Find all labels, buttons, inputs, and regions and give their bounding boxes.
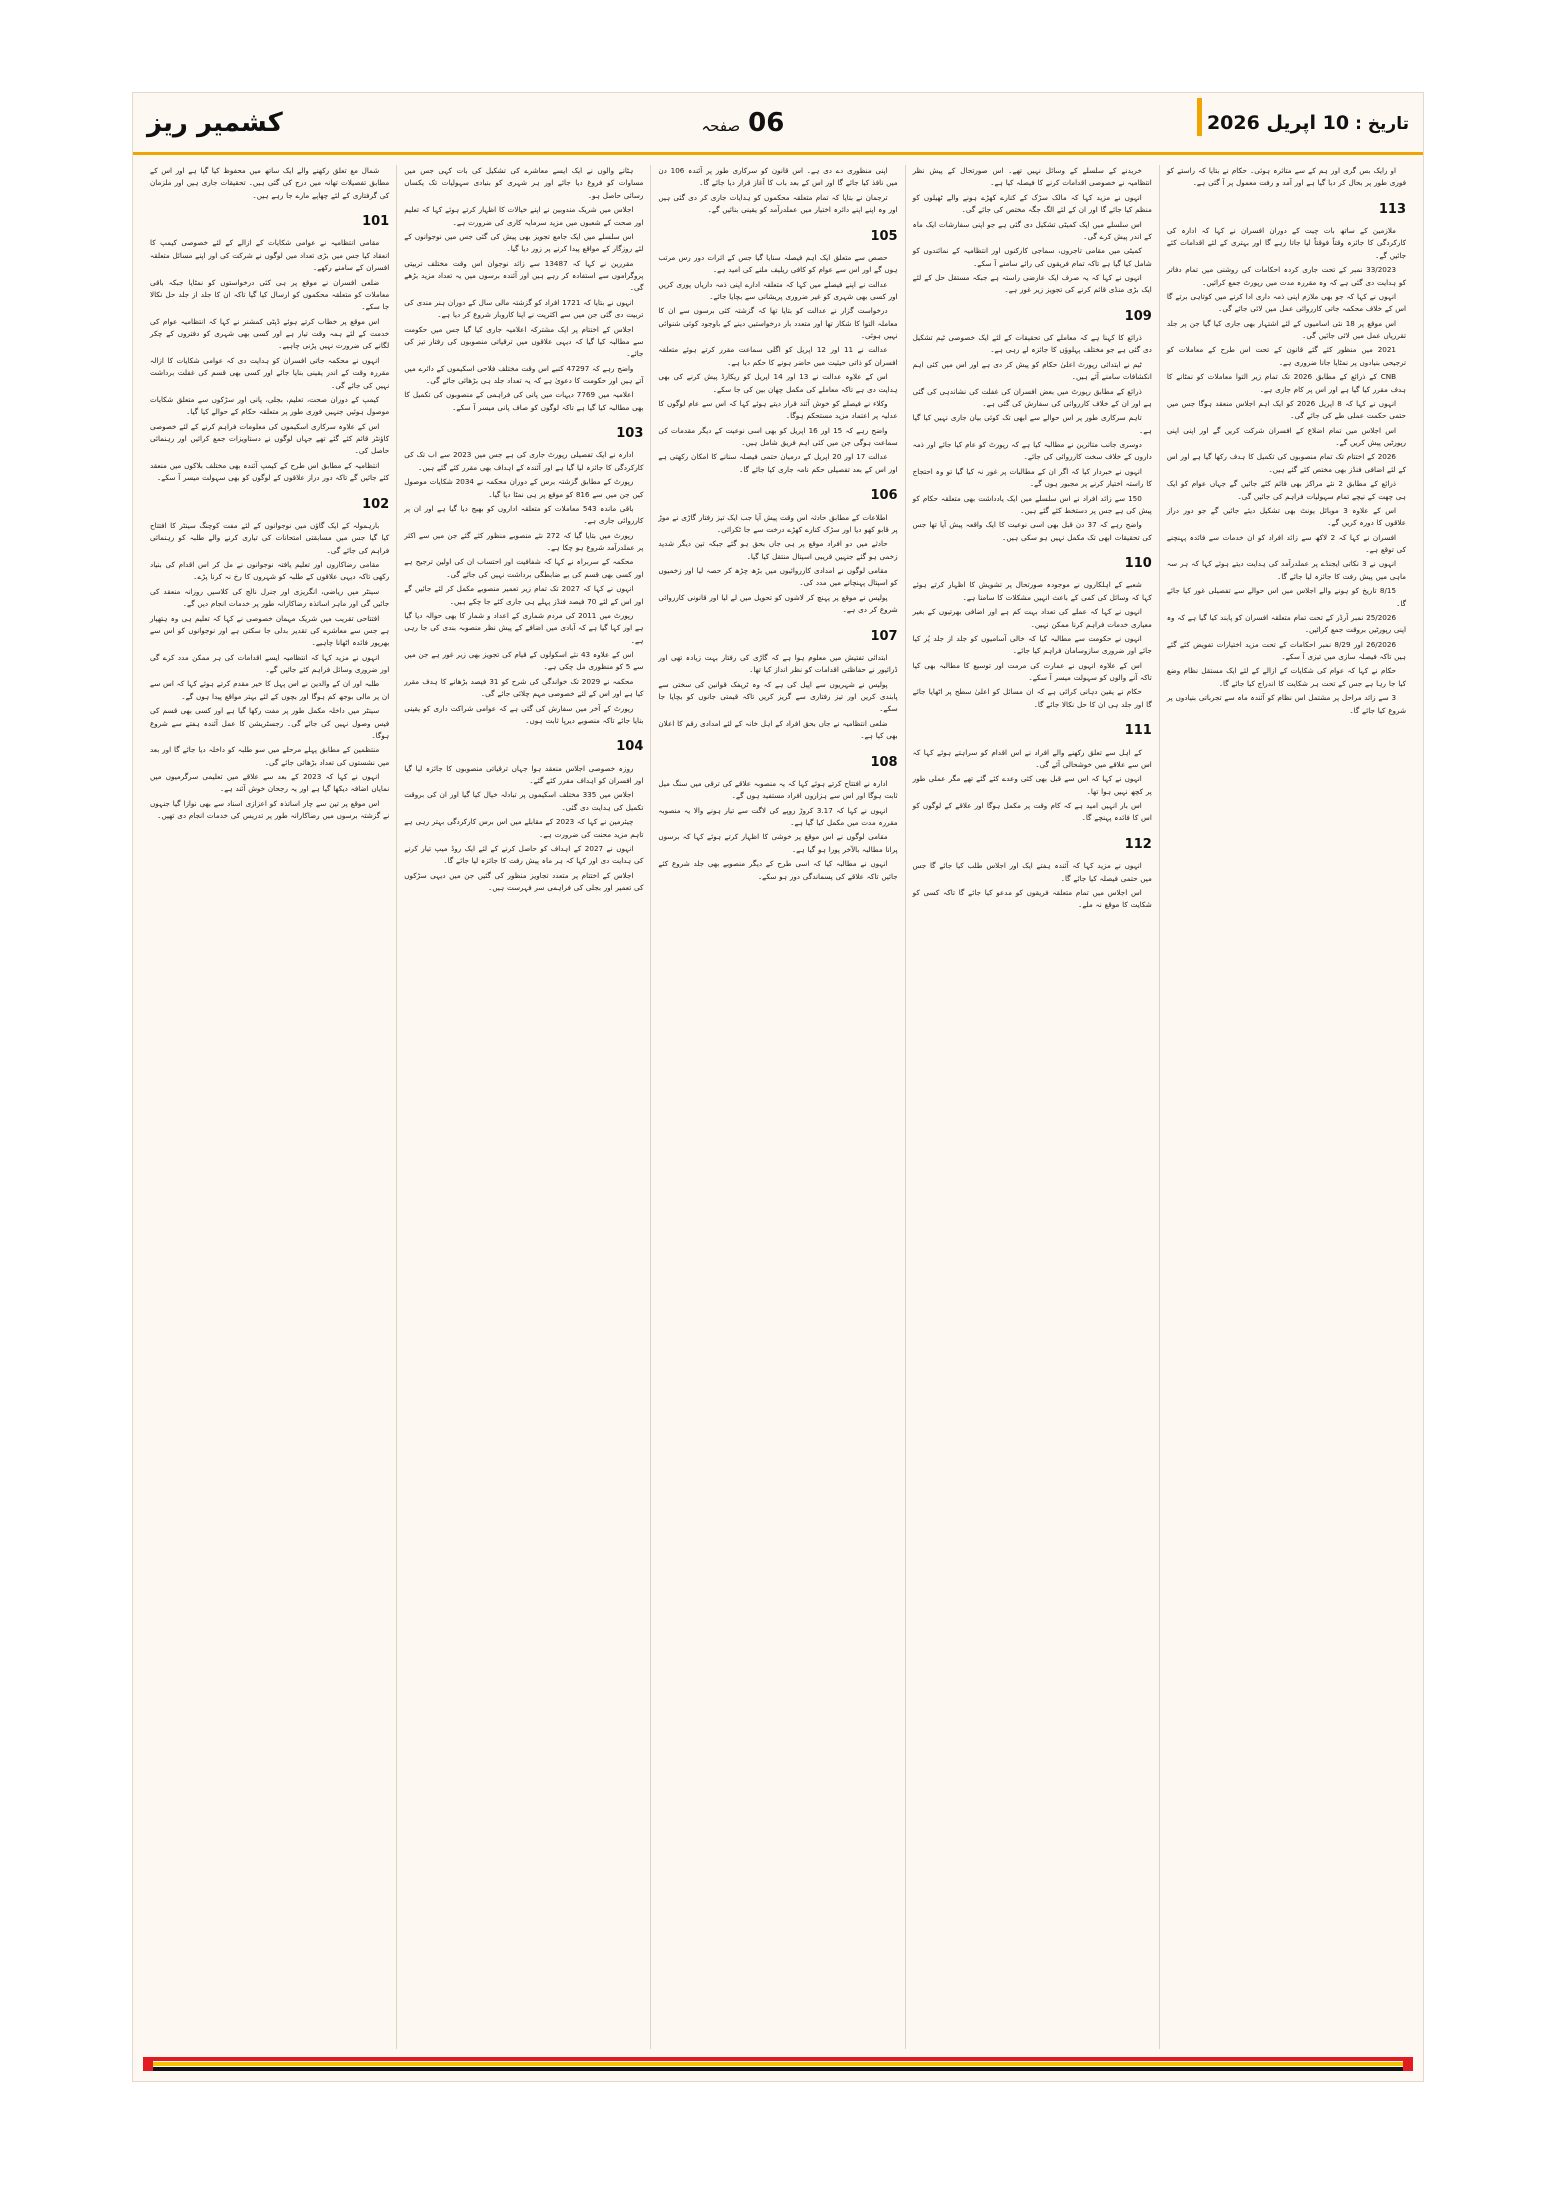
section-number: 111 xyxy=(1124,723,1152,739)
article-paragraph: ترجمان نے بتایا کہ تمام متعلقہ محکموں کو ہدایات جاری کر دی گئی ہیں اور وہ اپنے اپنے دائرہ اختیار میں عملدرآمد کو یقینی بنائیں گے۔ xyxy=(658,192,898,215)
article-paragraph: کے اہل سے تعلق رکھنے والے افراد نے اس اقدام کو سراہتے ہوئے کہا کہ اس سے علاقے میں خوشحالی آئے گی۔ xyxy=(912,747,1152,769)
article-paragraph: 2021 میں منظور کئے گئے قانون کے تحت اس طرح کے معاملات کو ترجیحی بنیادوں پر نمٹایا جانا ضروری ہے۔ xyxy=(1166,345,1407,367)
article-paragraph: دوسری جانب متاثرین نے مطالبہ کیا ہے کہ رپورٹ کو عام کیا جائے اور ذمہ داروں کے خلاف سخت کارروائی کی جائے۔ xyxy=(912,440,1152,462)
footer-rule-yellow xyxy=(143,2062,1413,2066)
article-paragraph: پولیس نے شہریوں سے اپیل کی ہے کہ وہ ٹریفک قوانین کی سختی سے پابندی کریں اور تیز رفتاری سے گریز کریں تاکہ قیمتی جانوں کو بچایا جا سکے۔ xyxy=(658,679,898,714)
article-paragraph: ضلعی انتظامیہ نے جاں بحق افراد کے اہل خانہ کے لئے امدادی رقم کا اعلان بھی کیا ہے۔ xyxy=(658,718,898,741)
article-paragraph: اجلاس میں شریک مندوبین نے اپنے خیالات کا اظہار کرتے ہوئے کہا کہ تعلیم اور صحت کے شعبوں میں مزید سرمایہ کاری کی ضرورت ہے۔ xyxy=(404,205,644,227)
date-rule-decoration xyxy=(1197,98,1202,136)
section-number: 112 xyxy=(1124,836,1152,852)
article-paragraph: واضح رہے کہ 15 اور 16 اپریل کو بھی اسی نوعیت کے دیگر مقدمات کی سماعت ہوگی جن میں کئی اہم فریق شامل ہیں۔ xyxy=(658,425,898,448)
article-paragraph: واضح رہے کہ 47297 کنبے اس وقت مختلف فلاحی اسکیموں کے دائرے میں آتے ہیں اور حکومت کا دعویٰ ہے کہ یہ تعداد جلد ہی بڑھائی جائے گی۔ xyxy=(404,363,644,385)
article-paragraph: انتظامیہ کے مطابق اس طرح کے کیمپ آئندہ بھی مختلف بلاکوں میں منعقد کئے جائیں گے تاکہ دور دراز علاقوں کے لوگوں کو بھی سہولت میسر آ سکے۔ xyxy=(150,460,390,483)
article-paragraph: حادثے میں دو افراد موقع پر ہی جاں بحق ہو گئے جبکہ تین دیگر شدید زخمی ہو گئے جنہیں قریبی اسپتال منتقل کیا گیا۔ xyxy=(658,539,898,561)
page-number: 06 xyxy=(748,107,785,138)
article-paragraph: رپورٹ کے آخر میں سفارش کی گئی ہے کہ عوامی شراکت داری کو یقینی بنایا جائے تاکہ منصوبے دیرپا ثابت ہوں۔ xyxy=(404,703,644,725)
publication-title: کشمیر ریز xyxy=(147,107,283,138)
article-paragraph: اس کے علاوہ 43 نئے اسکولوں کے قیام کی تجویز بھی زیر غور ہے جن میں سے 5 کو منظوری مل چکی ہے۔ xyxy=(404,650,644,672)
section-number: 101 xyxy=(362,214,390,230)
column-3 xyxy=(650,165,904,2049)
article-paragraph: مقامی رضاکاروں اور تعلیم یافتہ نوجوانوں نے مل کر اس اقدام کی بنیاد رکھی تاکہ دیہی علاقوں کے طلبہ کو شہروں کا رخ نہ کرنا پڑے۔ xyxy=(150,560,390,582)
article-paragraph: اس موقع پر خطاب کرتے ہوئے ڈپٹی کمشنر نے کہا کہ انتظامیہ عوام کی خدمت کے لئے ہمہ وقت تیار ہے اور کسی بھی شہری کو دفتروں کے چکر لگانے کی ضرورت نہیں پڑنی چاہیے۔ xyxy=(150,316,390,351)
masthead xyxy=(133,93,1423,155)
article-paragraph: اجلاس کے اختتام پر ایک مشترکہ اعلامیہ جاری کیا گیا جس میں حکومت سے مطالبہ کیا گیا کہ دیہی علاقوں میں ترقیاتی منصوبوں کی رفتار تیز کی جائے۔ xyxy=(404,324,644,359)
date-label: تاریخ : xyxy=(1355,113,1409,134)
article-paragraph: مقامی لوگوں نے امدادی کارروائیوں میں بڑھ چڑھ کر حصہ لیا اور زخمیوں کو اسپتال پہنچانے میں مدد کی۔ xyxy=(658,566,898,588)
article-paragraph: اس اجلاس میں تمام متعلقہ فریقوں کو مدعو کیا جائے گا تاکہ کسی کو شکایت کا موقع نہ ملے۔ xyxy=(912,887,1152,910)
article-paragraph: روزہ خصوصی اجلاس منعقد ہوا جہاں ترقیاتی منصوبوں کا جائزہ لیا گیا اور افسران کو اہداف مقرر کئے گئے۔ xyxy=(404,763,644,786)
article-paragraph: انہوں نے محکمہ جاتی افسران کو ہدایت دی کہ عوامی شکایات کا ازالہ مقررہ وقت کے اندر یقینی بنایا جائے اور کسی بھی قسم کی غفلت برداشت نہیں کی جائے گی۔ xyxy=(150,355,390,390)
article-paragraph: 150 سے زائد افراد نے اس سلسلے میں ایک یادداشت بھی متعلقہ حکام کو پیش کی ہے جس پر دستخط کئے گئے ہیں۔ xyxy=(912,493,1152,515)
article-paragraph: 33/2023 نمبر کے تحت جاری کردہ احکامات کی روشنی میں تمام دفاتر کو ہدایت دی گئی ہے کہ وہ مقررہ مدت میں رپورٹ جمع کرائیں۔ xyxy=(1166,265,1407,287)
article-paragraph: رپورٹ کے مطابق گزشتہ برس کے دوران محکمہ نے 2034 شکایات موصول کیں جن میں سے 816 کو موقع پر ہی نمٹا دیا گیا۔ xyxy=(404,477,644,499)
article-paragraph: 8/15 تاریخ کو ہونے والے اجلاس میں اس حوالے سے تفصیلی غور کیا جائے گا۔ xyxy=(1166,586,1407,608)
page-indicator xyxy=(701,108,784,138)
article-paragraph: اس اجلاس میں تمام اضلاع کے افسران شرکت کریں گے اور اپنی اپنی رپورٹیں پیش کریں گے۔ xyxy=(1166,425,1407,448)
article-paragraph: انہوں نے خبردار کیا کہ اگر ان کے مطالبات پر غور نہ کیا گیا تو وہ احتجاج کا راستہ اختیار کرنے پر مجبور ہوں گے۔ xyxy=(912,466,1152,489)
article-paragraph: تاہم سرکاری طور پر اس حوالے سے ابھی تک کوئی بیان جاری نہیں کیا گیا ہے۔ xyxy=(912,413,1152,435)
column-1 xyxy=(143,165,396,2049)
article-paragraph: ادارہ نے افتتاح کرتے ہوئے کہا کہ یہ منصوبہ علاقے کی ترقی میں سنگ میل ثابت ہوگا اور اس سے ہزاروں افراد مستفید ہوں گے۔ xyxy=(658,778,898,801)
footer-rule-black xyxy=(143,2067,1413,2071)
article-paragraph: انہوں نے مطالبہ کیا کہ اسی طرح کے دیگر منصوبے بھی جلد شروع کئے جائیں تاکہ علاقے کی پسماندگی دور ہو سکے۔ xyxy=(658,859,898,881)
footer-rule-red xyxy=(143,2057,1413,2061)
article-paragraph: انہوں نے کہا کہ یہ صرف ایک عارضی راستہ ہے جبکہ مستقل حل کے لئے ایک بڑی منڈی قائم کرنے کی تجویز زیر غور ہے۔ xyxy=(912,273,1152,295)
article-paragraph: انہوں نے مزید کہا کہ آئندہ ہفتے ایک اور اجلاس طلب کیا جائے گا جس میں حتمی فیصلہ کیا جائے گا۔ xyxy=(912,861,1152,883)
article-paragraph: انہوں نے کہا کہ عملے کی تعداد بہت کم ہے اور اضافی بھرتیوں کے بغیر معیاری خدمات فراہم کرنا ممکن نہیں۔ xyxy=(912,607,1152,629)
section-number: 106 xyxy=(870,488,898,504)
column-1-body xyxy=(150,165,389,823)
article-paragraph: CNB کے ذرائع کے مطابق 2026 تک تمام زیر التوا معاملات کو نمٹانے کا ہدف مقرر کیا گیا ہے اور اس پر کام جاری ہے۔ xyxy=(1166,372,1407,394)
article-paragraph: عدالت نے اپنے فیصلے میں کہا کہ متعلقہ ادارے اپنی ذمہ داریاں پوری کریں اور کسی بھی شہری کو غیر ضروری پریشانی سے بچایا جائے۔ xyxy=(658,279,898,301)
column-2-body xyxy=(404,165,643,894)
article-paragraph: سینٹر میں ریاضی، انگریزی اور جنرل نالج کی کلاسیں روزانہ منعقد کی جائیں گی اور ماہر اساتذہ رضاکارانہ طور پر خدمات انجام دیں گے۔ xyxy=(150,586,390,609)
article-paragraph: ادارہ نے ایک تفصیلی رپورٹ جاری کی ہے جس میں 2023 سے اب تک کی کارکردگی کا جائزہ لیا گیا ہے اور آئندہ کے اہداف بھی مقرر کئے گئے ہیں۔ xyxy=(404,450,644,472)
article-paragraph: ٹیم نے ابتدائی رپورٹ اعلیٰ حکام کو پیش کر دی ہے اور اس میں کئی اہم انکشافات سامنے آئے ہیں۔ xyxy=(912,359,1152,382)
column-4 xyxy=(905,165,1159,2049)
article-paragraph: افتتاحی تقریب میں شریک مہمان خصوصی نے کہا کہ تعلیم ہی وہ ہتھیار ہے جس سے معاشرے کی تقدیر بدلی جا سکتی ہے اور نوجوانوں کو اس سے بھرپور فائدہ اٹھانا چاہیے۔ xyxy=(150,613,390,648)
section-number: 105 xyxy=(870,228,898,244)
article-paragraph: حصص سے متعلق ایک اہم فیصلہ سنایا گیا جس کے اثرات دور رس مرتب ہوں گے اور اس سے عوام کو کافی ریلیف ملنے کی امید ہے۔ xyxy=(658,252,898,275)
article-paragraph: 25/2026 نمبر آرڈر کے تحت تمام متعلقہ افسران کو پابند کیا گیا ہے کہ وہ اپنی رپورٹیں بروقت جمع کرائیں۔ xyxy=(1166,612,1407,635)
article-paragraph: انہوں نے کہا کہ جو بھی ملازم اپنی ذمہ داری ادا کرنے میں کوتاہی برتے گا اس کے خلاف محکمہ جاتی کارروائی عمل میں لائی جائے گی۔ xyxy=(1166,291,1407,314)
article-paragraph: منتظمین کے مطابق پہلے مرحلے میں سو طلبہ کو داخلہ دیا جائے گا اور بعد میں نشستوں کی تعداد بڑھائی جائے گی۔ xyxy=(150,745,390,767)
column-2 xyxy=(396,165,650,2049)
article-paragraph: اس موقع پر تین سے چار اساتذہ کو اعزازی اسناد سے بھی نوازا گیا جنہوں نے گزشتہ برسوں میں رضاکارانہ طور پر تدریس کی خدمات انجام دی تھیں۔ xyxy=(150,798,390,821)
article-paragraph: اس کے علاوہ عدالت نے 13 اور 14 اپریل کو ریکارڈ پیش کرنے کی بھی ہدایت دی ہے تاکہ معاملے کی مکمل چھان بین کی جا سکے۔ xyxy=(658,372,898,394)
article-paragraph: اس کے علاوہ 3 موبائل یونٹ بھی تشکیل دیئے جائیں گے جو دور دراز علاقوں کا دورہ کریں گے۔ xyxy=(1166,505,1407,528)
article-paragraph: اجلاس کے اختتام پر متعدد تجاویز منظور کی گئیں جن میں دیہی سڑکوں کی تعمیر اور بجلی کی فراہمی سر فہرست ہیں۔ xyxy=(404,870,644,893)
section-number: 104 xyxy=(616,739,644,755)
article-paragraph: عدالت نے 11 اور 12 اپریل کو اگلی سماعت مقرر کرتے ہوئے متعلقہ افسران کو ذاتی حیثیت میں حاضر ہونے کا حکم دیا ہے۔ xyxy=(658,345,898,367)
article-paragraph: اس بار انہیں امید ہے کہ کام وقت پر مکمل ہوگا اور علاقے کے لوگوں کو اس کا فائدہ پہنچے گا۔ xyxy=(912,801,1152,823)
section-number: 102 xyxy=(362,496,390,512)
article-paragraph: اعلامیہ میں 7769 دیہات میں پانی کی فراہمی کے منصوبوں کی تکمیل کا بھی مطالبہ کیا گیا ہے تاکہ لوگوں کو صاف پانی میسر آ سکے۔ xyxy=(404,390,644,412)
column-5-body xyxy=(1167,165,1406,717)
column-5 xyxy=(1159,165,1413,2049)
column-3-body xyxy=(658,165,897,883)
page-sheet xyxy=(132,92,1424,2082)
article-paragraph: اس سلسلے میں ایک جامع تجویز بھی پیش کی گئی جس میں نوجوانوں کے لئے روزگار کے مواقع پیدا کرنے پر زور دیا گیا۔ xyxy=(404,231,644,254)
article-paragraph: ذرائع کے مطابق رپورٹ میں بعض افسران کی غفلت کی نشاندہی کی گئی ہے اور ان کے خلاف کارروائی کی سفارش کی گئی ہے۔ xyxy=(912,386,1152,408)
article-paragraph: اس کے علاوہ انہوں نے عمارت کی مرمت اور توسیع کا مطالبہ بھی کیا تاکہ آنے والوں کو سہولت میسر آ سکے۔ xyxy=(912,660,1152,683)
article-paragraph: 26/2026 اور 8/29 نمبر احکامات کے تحت مزید اختیارات تفویض کئے گئے ہیں تاکہ فیصلہ سازی میں تیزی آ سکے۔ xyxy=(1166,639,1407,662)
article-paragraph: انہوں نے کہا کہ 3.17 کروڑ روپے کی لاگت سے تیار ہونے والا یہ منصوبہ مقررہ مدت میں مکمل کیا گیا ہے۔ xyxy=(658,805,898,828)
article-paragraph: ذرائع کا کہنا ہے کہ معاملے کی تحقیقات کے لئے ایک خصوصی ٹیم تشکیل دی گئی ہے جو مختلف پہلوؤں کا جائزہ لے رہی ہے۔ xyxy=(912,333,1152,355)
article-paragraph: اجلاس میں 335 مختلف اسکیموں پر تبادلہ خیال کیا گیا اور ان کی بروقت تکمیل کی ہدایت دی گئی۔ xyxy=(404,790,644,812)
article-paragraph: ابتدائی تفتیش میں معلوم ہوا ہے کہ گاڑی کی رفتار بہت زیادہ تھی اور ڈرائیور نے حفاظتی اقدامات کو نظر انداز کیا تھا۔ xyxy=(658,652,898,675)
article-paragraph: وکلاء نے فیصلے کو خوش آئند قرار دیتے ہوئے کہا کہ اس سے عام لوگوں کا عدلیہ پر اعتماد مزید مستحکم ہوگا۔ xyxy=(658,398,898,421)
section-number: 110 xyxy=(1124,556,1152,572)
article-paragraph: رپورٹ میں 2011 کی مردم شماری کے اعداد و شمار کا بھی حوالہ دیا گیا ہے اور کہا گیا ہے کہ آبادی میں اضافے کے پیش نظر منصوبہ بندی کی جا رہی ہے۔ xyxy=(404,610,644,645)
article-paragraph: محکمہ کے سربراہ نے کہا کہ شفافیت اور احتساب ان کی اولین ترجیح ہے اور کسی بھی قسم کی بے ضابطگی برداشت نہیں کی جائے گی۔ xyxy=(404,557,644,579)
article-paragraph: انہوں نے 3 نکاتی ایجنڈے پر عملدرآمد کی ہدایت دیتے ہوئے کہا کہ ہر سہ ماہی میں پیش رفت کا جائزہ لیا جائے گا۔ xyxy=(1166,559,1407,581)
article-paragraph: کمیٹی میں مقامی تاجروں، سماجی کارکنوں اور انتظامیہ کے نمائندوں کو شامل کیا گیا ہے تاکہ تمام فریقوں کی رائے سامنے آ سکے۔ xyxy=(912,246,1152,268)
article-paragraph: انہوں نے مزید کہا کہ انتظامیہ ایسے اقدامات کی ہر ممکن مدد کرے گی اور ضروری وسائل فراہم کئے جائیں گے۔ xyxy=(150,652,390,675)
article-paragraph: حکام نے یقین دہانی کرائی ہے کہ ان مسائل کو اعلیٰ سطح پر اٹھایا جائے گا اور جلد ہی ان کا حل نکالا جائے گا۔ xyxy=(912,687,1152,709)
article-paragraph: اپنی منظوری دے دی ہے۔ اس قانون کو سرکاری طور پر آئندہ 106 دن میں نافذ کیا جائے گا اور اس کے بعد باب کا آغاز قرار دیا جائے گا۔ xyxy=(658,166,898,188)
article-paragraph: اس کے علاوہ سرکاری اسکیموں کی معلومات فراہم کرنے کے لئے خصوصی کاؤنٹر قائم کئے گئے تھے جہاں لوگوں نے دستاویزات جمع کرائیں اور رہنمائی حاصل کی۔ xyxy=(150,421,390,456)
article-paragraph: بارہمولہ کے ایک گاؤں میں نوجوانوں کے لئے مفت کوچنگ سینٹر کا افتتاح کیا گیا جس میں مسابقتی امتحانات کی تیاری کرنے والے طلبہ کو رہنمائی فراہم کی جائے گی۔ xyxy=(150,520,390,555)
article-paragraph: رپورٹ میں بتایا گیا کہ 272 نئے منصوبے منظور کئے گئے جن میں سے اکثر پر عملدرآمد شروع ہو چکا ہے۔ xyxy=(404,530,644,553)
article-paragraph: ہٹانے والوں نے ایک ایسے معاشرے کی تشکیل کی بات کہی جس میں مساوات کو فروغ دیا جائے اور ہر شہری کو بنیادی سہولیات تک یکساں رسائی حاصل ہو۔ xyxy=(404,166,644,200)
article-paragraph: چیئرمین نے کہا کہ 2023 کے مقابلے میں اس برس کارکردگی بہتر رہی ہے تاہم مزید محنت کی ضرورت ہے۔ xyxy=(404,817,644,839)
section-number: 103 xyxy=(616,426,644,442)
date-value: 10 اپریل 2026 xyxy=(1206,111,1350,134)
section-number: 113 xyxy=(1378,201,1407,217)
article-paragraph: عدالت 17 اور 20 اپریل کے درمیان حتمی فیصلہ سنانے کا امکان رکھتی ہے اور اس کے بعد تفصیلی حکم نامہ جاری کیا جائے گا۔ xyxy=(658,452,898,474)
section-number: 108 xyxy=(870,754,898,770)
article-paragraph: درخواست گزار نے عدالت کو بتایا تھا کہ گزشتہ کئی برسوں سے ان کا معاملہ التوا کا شکار تھا اور متعدد بار درخواستیں دینے کے باوجود کوئی شنوائی نہیں ہوئی۔ xyxy=(658,306,898,341)
section-number: 107 xyxy=(870,628,898,644)
article-paragraph: باقی ماندہ 543 معاملات کو متعلقہ اداروں کو بھیج دیا گیا ہے اور ان پر کارروائی جاری ہے۔ xyxy=(404,503,644,526)
article-paragraph: 2026 کے اختتام تک تمام منصوبوں کی تکمیل کا ہدف رکھا گیا ہے اور اس کے لئے اضافی فنڈز بھی مختص کئے گئے ہیں۔ xyxy=(1166,452,1407,474)
article-paragraph: 3 سے زائد مراحل پر مشتمل اس نظام کو آئندہ ماہ سے تجرباتی بنیادوں پر شروع کیا جائے گا۔ xyxy=(1166,693,1407,715)
footer-decoration xyxy=(133,2057,1423,2075)
section-number: 109 xyxy=(1124,308,1152,324)
article-paragraph: خریدنے کے سلسلے کے وسائل نہیں تھے۔ اس صورتحال کے پیش نظر انتظامیہ نے خصوصی اقدامات کرنے کا فیصلہ کیا ہے۔ xyxy=(912,166,1152,188)
article-paragraph: انہوں نے بتایا کہ 1721 افراد کو گزشتہ مالی سال کے دوران ہنر مندی کی تربیت دی گئی جن میں سے اکثریت نے اپنا کاروبار شروع کر دیا ہے۔ xyxy=(404,297,644,320)
article-paragraph: مقررین نے کہا کہ 13487 سے زائد نوجوان اس وقت مختلف تربیتی پروگراموں سے استفادہ کر رہے ہیں اور آئندہ برسوں میں یہ تعداد مزید بڑھے گی۔ xyxy=(404,258,644,293)
article-paragraph: واضح رہے کہ 37 دن قبل بھی اسی نوعیت کا ایک واقعہ پیش آیا تھا جس کی تحقیقات ابھی تک مکمل نہیں ہو سکی ہیں۔ xyxy=(912,520,1152,542)
footer-cap-left xyxy=(143,2057,153,2071)
article-paragraph: سینٹر میں داخلہ مکمل طور پر مفت رکھا گیا ہے اور کسی بھی قسم کی فیس وصول نہیں کی جائے گی۔ رجسٹریشن کا عمل آئندہ ہفتے سے شروع ہوگا۔ xyxy=(150,706,390,740)
article-paragraph: حکام نے کہا کہ عوام کی شکایات کے ازالے کے لئے ایک مستقل نظام وضع کیا جا رہا ہے جس کے تحت ہر شکایت کا اندراج کیا جائے گا۔ xyxy=(1166,666,1407,688)
article-paragraph: ملازمین کے ساتھ بات چیت کے دوران افسران نے کہا کہ ادارہ کی کارکردگی کا جائزہ وقتاً فوقتاً لیا جاتا رہے گا اور بہتری کے لئے اقدامات کئے جائیں گے۔ xyxy=(1166,226,1407,260)
article-paragraph: انہوں نے کہا کہ اس سے قبل بھی کئی وعدے کئے گئے تھے مگر عملی طور پر کچھ نہیں ہوا تھا۔ xyxy=(912,774,1152,796)
article-paragraph: افسران نے کہا کہ 2 لاکھ سے زائد افراد کو ان خدمات سے فائدہ پہنچنے کی توقع ہے۔ xyxy=(1166,532,1407,555)
article-paragraph: انہوں نے حکومت سے مطالبہ کیا کہ خالی آسامیوں کو جلد از جلد پُر کیا جائے اور ضروری سازوسامان فراہم کیا جائے۔ xyxy=(912,633,1152,656)
article-paragraph: محکمہ نے 2029 تک خواندگی کی شرح کو 31 فیصد بڑھانے کا ہدف مقرر کیا ہے اور اس کے لئے خصوصی مہم چلائی جائے گی۔ xyxy=(404,676,644,699)
article-paragraph: اطلاعات کے مطابق حادثہ اس وقت پیش آیا جب ایک تیز رفتار گاڑی نے موڑ پر قابو کھو دیا اور سڑک کنارے کھڑے درخت سے جا ٹکرائی۔ xyxy=(658,512,898,534)
article-paragraph: طلبہ اور ان کے والدین نے اس پہل کا خیر مقدم کرتے ہوئے کہا کہ اس سے ان پر مالی بوجھ کم ہوگا اور بچوں کے لئے بہتر مواقع پیدا ہوں گے۔ xyxy=(150,679,390,701)
article-paragraph: انہوں نے 2027 کے اہداف کو حاصل کرنے کے لئے ایک روڈ میپ تیار کرنے کی ہدایت دی اور کہا کہ ہر ماہ پیش رفت کا جائزہ لیا جائے گا۔ xyxy=(404,843,644,866)
article-paragraph: ذرائع کے مطابق 2 نئے مراکز بھی قائم کئے جائیں گے جہاں عوام کو ایک ہی چھت کے نیچے تمام سہولیات فراہم کی جائیں گی۔ xyxy=(1166,479,1407,501)
article-paragraph: انہوں نے کہا کہ 2023 کے بعد سے علاقے میں تعلیمی سرگرمیوں میں نمایاں اضافہ دیکھا گیا ہے اور یہ رجحان خوش آئند ہے۔ xyxy=(150,772,390,794)
article-paragraph: انہوں نے کہا کہ 2027 تک تمام زیر تعمیر منصوبے مکمل کر لئے جائیں گے اور اس کے لئے 70 فیصد فنڈز پہلے ہی جاری کئے جا چکے ہیں۔ xyxy=(404,584,644,606)
column-4-body xyxy=(913,165,1152,912)
article-paragraph: کیمپ کے دوران صحت، تعلیم، بجلی، پانی اور سڑکوں سے متعلق شکایات موصول ہوئیں جنہیں فوری طور پر متعلقہ حکام کے حوالے کیا گیا۔ xyxy=(150,394,390,417)
article-paragraph: شمال مع تعلق رکھنے والے ایک ساتھ میں محفوظ کیا گیا ہے اور اس کے مطابق تفصیلات تھانہ میں درج کی گئی ہیں۔ تحقیقات جاری ہیں اور ملزمان کی گرفتاری کے لئے چھاپے مارے جا رہے ہیں۔ xyxy=(150,166,390,200)
article-paragraph: اس موقع پر 18 نئی اسامیوں کے لئے اشتہار بھی جاری کیا گیا جن پر جلد تقرریاں عمل میں لائی جائیں گی۔ xyxy=(1166,318,1407,341)
article-paragraph: شعبے کے اہلکاروں نے موجودہ صورتحال پر تشویش کا اظہار کرتے ہوئے کہا کہ وسائل کی کمی کے باعث انہیں مشکلات کا سامنا ہے۔ xyxy=(912,580,1152,602)
article-columns xyxy=(133,159,1423,2055)
article-paragraph: انہوں نے کہا کہ 8 اپریل 2026 کو ایک اہم اجلاس منعقد ہوگا جس میں حتمی حکمت عملی طے کی جائے گی۔ xyxy=(1166,398,1407,421)
article-paragraph: پولیس نے موقع پر پہنچ کر لاشوں کو تحویل میں لے لیا اور قانونی کارروائی شروع کر دی ہے۔ xyxy=(658,592,898,615)
article-paragraph: اس سلسلے میں ایک کمیٹی تشکیل دی گئی ہے جو اپنی سفارشات ایک ماہ کے اندر پیش کرے گی۔ xyxy=(912,219,1152,241)
issue-date xyxy=(1197,112,1409,134)
article-paragraph: ضلعی افسران نے موقع پر ہی کئی درخواستوں کو نمٹایا جبکہ باقی معاملات کو متعلقہ محکموں کو ارسال کیا گیا تاکہ ان کا جلد از جلد حل نکالا جا سکے۔ xyxy=(150,277,390,312)
article-paragraph: مقامی لوگوں نے اس موقع پر خوشی کا اظہار کرتے ہوئے کہا کہ برسوں پرانا مطالبہ بالآخر پورا ہو گیا ہے۔ xyxy=(658,832,898,854)
footer-cap-right xyxy=(1403,2057,1413,2071)
page-label: صفحہ xyxy=(701,116,741,135)
article-paragraph: انہوں نے مزید کہا کہ مالک سڑک کے کنارے کھڑے ہونے والے ٹھیلوں کو منظم کیا جائے گا اور ان کے لئے الگ جگہ مختص کی جائے گی۔ xyxy=(912,192,1152,215)
article-paragraph: او رایک بس گری اور ہم کے سے متاثرہ ہوئی۔ حکام نے بتایا کہ راستے کو فوری طور پر بحال کر دیا گیا ہے اور آمد و رفت معمول پر آ گئی ہے۔ xyxy=(1166,166,1407,188)
article-paragraph: مقامی انتظامیہ نے عوامی شکایات کے ازالے کے لئے خصوصی کیمپ کا انعقاد کیا جس میں بڑی تعداد میں لوگوں نے شرکت کی اور اپنے مسائل متعلقہ افسران کے سامنے رکھے۔ xyxy=(149,238,390,273)
